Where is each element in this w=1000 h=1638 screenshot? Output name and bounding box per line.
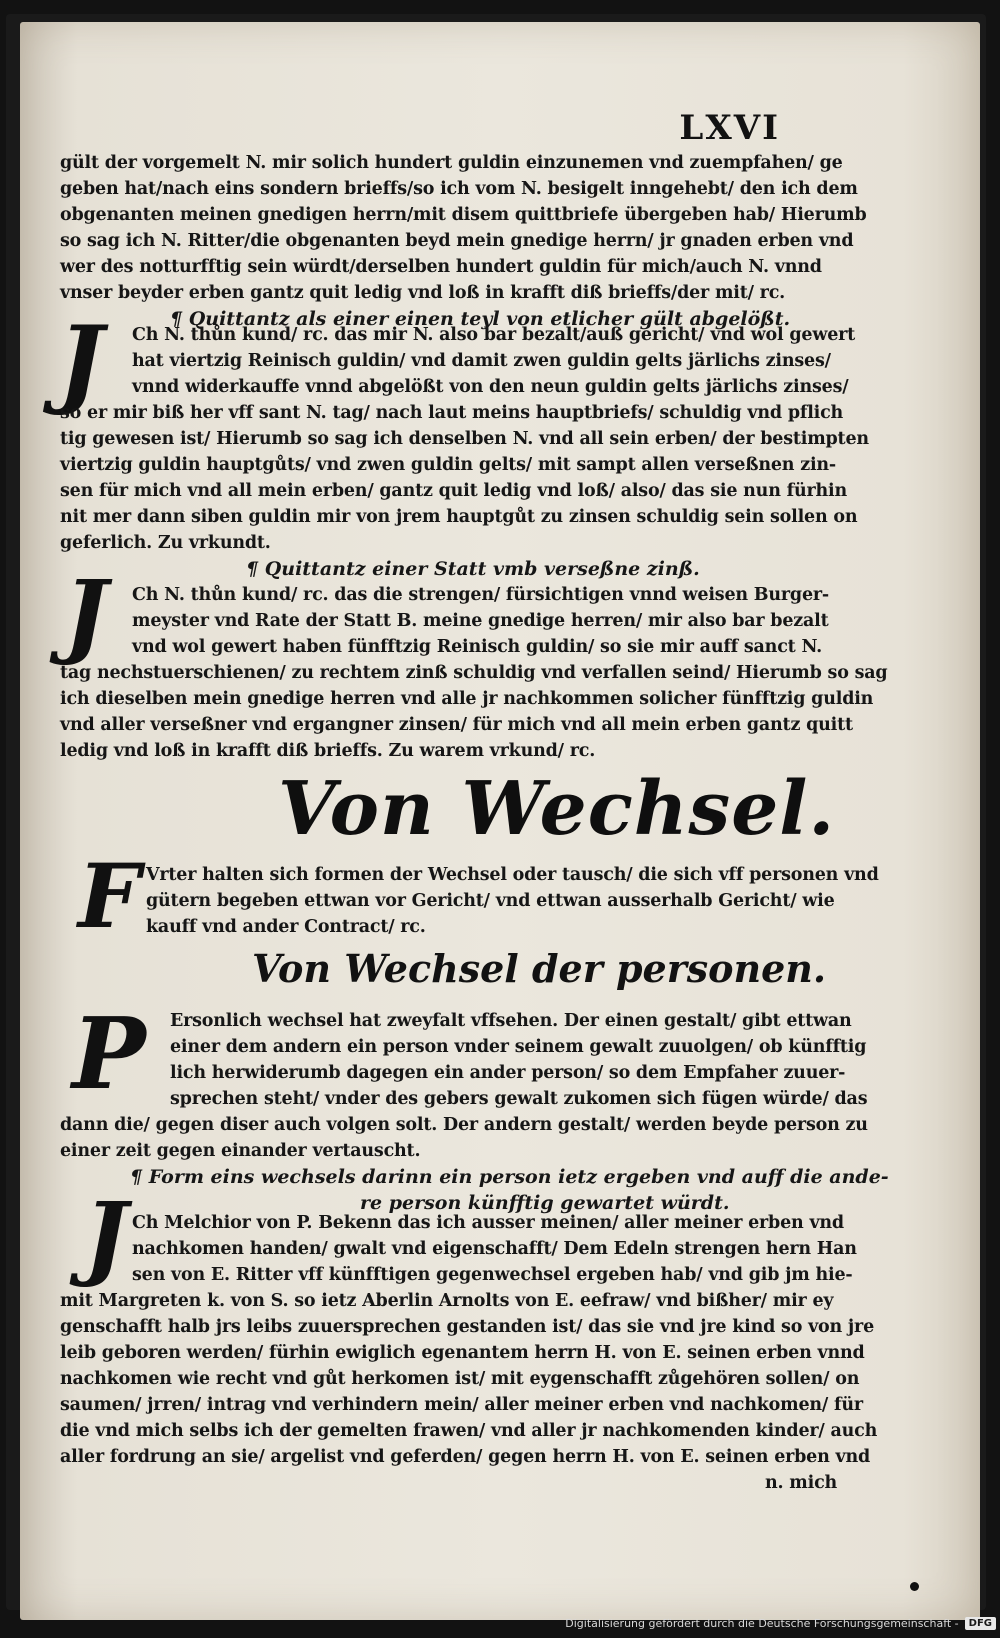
text-line: lich herwiderumb dagegen ein ander person/ so dem Empfaher zuuer-: [170, 1063, 846, 1083]
text-line: so sag ich N. Ritter/die obgenanten beyd mein gnedige herrn/ jr gnaden erben vnd: [60, 231, 854, 251]
text-line: Ch N. thůn kund/ rc. das mir N. also bar bezalt/auß gericht/ vnd wol gewert: [132, 325, 856, 345]
paragraph-block-4: [60, 862, 879, 940]
digitization-footer: [565, 1614, 996, 1632]
text-line: nachkomen handen/ gwalt vnd eigenschafft/ Dem Edeln strengen hern Han: [132, 1239, 857, 1259]
text-line: saumen/ jrren/ intrag vnd verhindern mein/ aller meiner erben vnd nachkomen/ für: [60, 1395, 863, 1415]
text-line: Ch Melchior von P. Bekenn das ich ausser meinen/ aller meiner erben vnd: [132, 1213, 844, 1233]
text-line: genschafft halb jrs leibs zuuersprechen gestanden ist/ das sie vnd jre kind so von jre: [60, 1317, 875, 1337]
text-line: vnd wol gewert haben fünfftzig Reinisch guldin/ so sie mir auff sanct N.: [132, 637, 823, 657]
footer-credit-text: Digitalisierung gefördert durch die Deutsche Forschungsgemeinschaft -: [565, 1616, 959, 1630]
section-heading: ¶ Quittantz als einer einen teyl von etlicher gült abgelößt.: [170, 308, 791, 330]
text-line: so er mir biß her vff sant N. tag/ nach laut meins hauptbriefs/ schuldig vnd pflich: [60, 403, 844, 423]
text-line: die vnd mich selbs ich der gemelten frawen/ vnd aller jr nachkomenden kinder/ auch: [60, 1421, 878, 1441]
text-line: geferlich. Zu vrkundt.: [60, 533, 271, 553]
drop-capital: J: [64, 560, 108, 668]
text-line: meyster vnd Rate der Statt B. meine gnedige herren/ mir also bar bezalt: [132, 611, 829, 631]
drop-capital: F: [78, 844, 141, 948]
text-line: hat viertzig Reinisch guldin/ vnd damit zwen guldin gelts järlichs zinses/: [132, 351, 831, 371]
text-line: Vrter halten sich formen der Wechsel oder tausch/ die sich vff personen vnd: [146, 865, 879, 885]
section-heading: ¶ Quittantz einer Statt vmb verseßne zinß.: [246, 558, 700, 580]
catchword: n. mich: [765, 1473, 838, 1493]
text-line: einer dem andern ein person vnder seinem gewalt zuuolgen/ ob künfftig: [170, 1037, 867, 1057]
text-line: dann die/ gegen diser auch volgen solt. Der andern gestalt/ werden beyde person zu: [60, 1115, 868, 1135]
folio-number: LXVI: [679, 108, 780, 148]
text-line: obgenanten meinen gnedigen herrn/mit disem quittbriefe übergeben hab/ Hierumb: [60, 205, 867, 225]
paragraph-block-1: [60, 150, 867, 332]
text-line: Ch N. thůn kund/ rc. das die strengen/ fürsichtigen vnnd weisen Burger-: [132, 585, 829, 605]
text-line: nit mer dann siben guldin mir von jrem hauptgůt zu zinsen schuldig sein sollen on: [60, 507, 858, 527]
text-line: wer des notturfftig sein würdt/derselben hundert guldin für mich/auch N. vnnd: [60, 257, 822, 277]
chapter-title: Von Wechsel.: [278, 766, 836, 852]
dfg-logo: DFG: [965, 1617, 996, 1630]
paragraph-block-3: [60, 582, 888, 764]
text-line: ledig vnd loß in krafft diß brieffs. Zu warem vrkund/ rc.: [60, 741, 596, 761]
text-line: sen für mich vnd all mein erben/ gantz quit ledig vnd loß/ also/ das sie nun fürhin: [60, 481, 847, 501]
drop-capital: P: [72, 997, 146, 1112]
text-line: einer zeit gegen einander vertauscht.: [60, 1141, 421, 1161]
book-page: [20, 22, 980, 1620]
text-line: geben hat/nach eins sondern brieffs/so ich vom N. besigelt inngehebt/ den ich dem: [60, 179, 858, 199]
text-line: tig gewesen ist/ Hierumb so sag ich denselben N. vnd all sein erben/ der bestimpten: [60, 429, 869, 449]
drop-capital: J: [58, 305, 104, 418]
text-line: tag nechstuerschienen/ zu rechtem zinß schuldig vnd verfallen seind/ Hierumb so sag: [60, 663, 888, 683]
text-line: sen von E. Ritter vff künfftigen gegenwechsel ergeben hab/ vnd gib jm hie-: [132, 1265, 853, 1285]
text-line: mit Margreten k. von S. so ietz Aberlin Arnolts von E. eefraw/ vnd bißher/ mir ey: [60, 1291, 834, 1311]
paragraph-block-6: [60, 1210, 878, 1496]
text-line: Ersonlich wechsel hat zweyfalt vffsehen. Der einen gestalt/ gibt ettwan: [170, 1011, 852, 1031]
text-line: gütern begeben ettwan vor Gericht/ vnd ettwan ausserhalb Gericht/ wie: [146, 891, 835, 911]
text-line: gült der vorgemelt N. mir solich hundert guldin einzunemen vnd zuempfahen/ ge: [60, 153, 843, 173]
text-line: vnd aller verseßner vnd ergangner zinsen/ für mich vnd all mein erben gantz quitt: [60, 715, 853, 735]
text-line: vnser beyder erben gantz quit ledig vnd loß in krafft diß brieffs/der mit/ rc.: [60, 283, 786, 303]
text-line: vnnd widerkauffe vnnd abgelößt von den neun guldin gelts järlichs zinses/: [132, 377, 849, 397]
text-line: nachkomen wie recht vnd gůt herkomen ist/ mit eygenschafft zůgehören sollen/ on: [60, 1369, 860, 1389]
paragraph-block-5: [60, 997, 889, 1216]
text-line: sprechen steht/ vnder des gebers gewalt zukomen sich fügen würde/ das: [170, 1089, 868, 1109]
drop-capital: J: [84, 1182, 128, 1290]
text-line: viertzig guldin hauptgůts/ vnd zwen guldin gelts/ mit sampt allen verseßnen zin-: [60, 455, 836, 475]
section-heading: ¶ Form eins wechsels darinn ein person ietz ergeben vnd auff die ande-: [130, 1166, 889, 1188]
text-line: leib geboren werden/ fürhin ewiglich egenantem herrn H. von E. seinen erben vnnd: [60, 1343, 865, 1363]
text-line: kauff vnd ander Contract/ rc.: [146, 917, 426, 937]
book-leaf: [6, 14, 986, 1610]
section-heading: re person künfftig gewartet würdt.: [360, 1192, 730, 1214]
text-line: ich dieselben mein gnedige herren vnd alle jr nachkommen solicher fünfftzig guldin: [60, 689, 874, 709]
text-line: aller fordrung an sie/ argelist vnd geferden/ gegen herrn H. von E. seinen erben vnd: [60, 1447, 871, 1467]
section-title: Von Wechsel der personen.: [252, 946, 827, 991]
ink-dot: [910, 1582, 919, 1591]
paragraph-block-2: [60, 322, 869, 582]
